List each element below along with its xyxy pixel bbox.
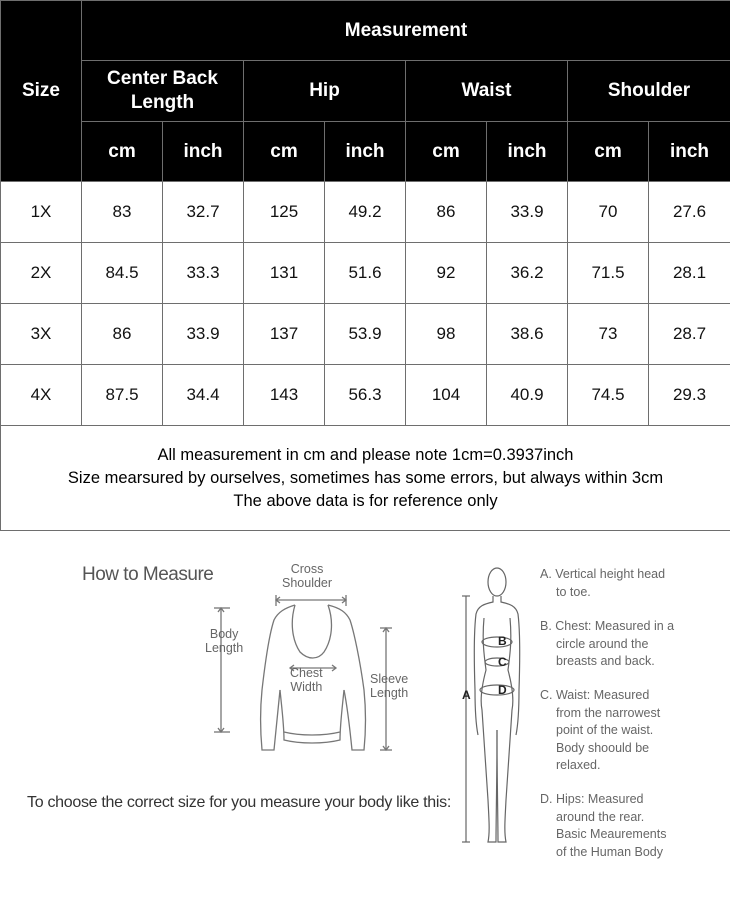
- desc-line: to toe.: [556, 584, 591, 599]
- unit-header: inch: [487, 122, 568, 182]
- how-to-measure-title: How to Measure: [82, 564, 214, 585]
- label-line: Width: [290, 680, 323, 694]
- note-line: Size mearsured by ourselves, sometimes has some errors, but always within 3cm: [67, 468, 664, 487]
- value-cell: 33.3: [163, 243, 244, 304]
- desc-line: point of the waist.: [556, 723, 654, 737]
- table-row: [1, 304, 730, 365]
- label-b: B: [498, 634, 507, 648]
- group-center-back-length: [82, 61, 244, 122]
- desc-line: D. Hips: Measured: [540, 792, 644, 806]
- description-c: [540, 687, 725, 775]
- label-line: Length: [205, 641, 244, 655]
- value-cell: 83: [82, 182, 163, 243]
- desc-line: relaxed.: [556, 758, 601, 772]
- value-cell: 92: [406, 243, 487, 304]
- label-line: Shoulder: [282, 576, 333, 590]
- group-waist: Waist: [406, 61, 568, 122]
- value-cell: 51.6: [325, 243, 406, 304]
- description-a: [540, 566, 725, 601]
- desc-line: Body shoould be: [556, 740, 650, 755]
- description-d: [540, 791, 725, 861]
- value-cell: 137: [244, 304, 325, 365]
- value-cell: 29.3: [649, 365, 730, 426]
- value-cell: 86: [82, 304, 163, 365]
- value-cell: 131: [244, 243, 325, 304]
- desc-line: A. Vertical height head: [540, 567, 666, 581]
- how-to-measure-section: [0, 540, 730, 899]
- label-line: Chest: [290, 666, 323, 680]
- sleeve-length-label: [370, 672, 408, 700]
- label-line: Length: [370, 686, 409, 700]
- value-cell: 87.5: [82, 365, 163, 426]
- note-line: All measurement in cm and please note 1cm=0.3937inch: [157, 445, 574, 464]
- value-cell: 104: [406, 365, 487, 426]
- unit-header: inch: [163, 122, 244, 182]
- value-cell: 53.9: [325, 304, 406, 365]
- label-c: C: [498, 655, 507, 669]
- desc-line: around the rear.: [556, 809, 645, 824]
- unit-header: inch: [325, 122, 406, 182]
- size-cell: 1X: [1, 182, 82, 243]
- size-cell: 2X: [1, 243, 82, 304]
- group-shoulder: Shoulder: [568, 61, 730, 122]
- value-cell: 86: [406, 182, 487, 243]
- body-figure-icon: [462, 560, 532, 850]
- value-cell: 125: [244, 182, 325, 243]
- size-cell: 3X: [1, 304, 82, 365]
- note-line: The above data is for reference only: [233, 491, 498, 510]
- value-cell: 49.2: [325, 182, 406, 243]
- chest-width-label: [290, 666, 323, 694]
- value-cell: 33.9: [163, 304, 244, 365]
- value-cell: 71.5: [568, 243, 649, 304]
- desc-line: breasts and back.: [556, 654, 655, 668]
- table-row: [1, 182, 730, 243]
- value-cell: 27.6: [649, 182, 730, 243]
- value-cell: 56.3: [325, 365, 406, 426]
- unit-header: cm: [568, 122, 649, 182]
- unit-header: cm: [406, 122, 487, 182]
- value-cell: 98: [406, 304, 487, 365]
- value-cell: 28.7: [649, 304, 730, 365]
- size-header: Size: [1, 1, 82, 182]
- unit-header: inch: [649, 122, 730, 182]
- value-cell: 38.6: [487, 304, 568, 365]
- value-cell: 74.5: [568, 365, 649, 426]
- desc-line: B. Chest: Measured in a: [540, 619, 675, 633]
- label-d: D: [498, 683, 507, 697]
- table-row: [1, 365, 730, 426]
- value-cell: 36.2: [487, 243, 568, 304]
- garment-diagram-icon: [200, 560, 410, 760]
- desc-line: of the Human Body: [556, 844, 664, 859]
- desc-line: circle around the: [556, 636, 649, 651]
- measurement-header: Measurement: [82, 1, 730, 61]
- cross-shoulder-label: [282, 562, 332, 590]
- body-length-label: [205, 627, 243, 655]
- label-line: Body: [209, 627, 239, 641]
- value-cell: 143: [244, 365, 325, 426]
- label-line: Cross: [290, 562, 324, 576]
- label-a: A: [462, 688, 471, 702]
- unit-header: cm: [82, 122, 163, 182]
- desc-line: Basic Meaurements: [556, 827, 667, 841]
- size-cell: 4X: [1, 365, 82, 426]
- description-b: [540, 618, 725, 671]
- table-notes: [1, 426, 730, 531]
- value-cell: 33.9: [487, 182, 568, 243]
- value-cell: 84.5: [82, 243, 163, 304]
- desc-line: from the narrowest: [556, 705, 661, 720]
- value-cell: 28.1: [649, 243, 730, 304]
- table-row: [1, 243, 730, 304]
- value-cell: 40.9: [487, 365, 568, 426]
- group-hip: Hip: [244, 61, 406, 122]
- value-cell: 34.4: [163, 365, 244, 426]
- value-cell: 32.7: [163, 182, 244, 243]
- unit-header: cm: [244, 122, 325, 182]
- group-label: Center Back Length: [107, 68, 218, 113]
- value-cell: 70: [568, 182, 649, 243]
- value-cell: 73: [568, 304, 649, 365]
- desc-line: C. Waist: Measured: [540, 688, 650, 702]
- choose-size-text: To choose the correct size for you measure your body like this:: [27, 794, 451, 811]
- label-line: Sleeve: [370, 672, 409, 686]
